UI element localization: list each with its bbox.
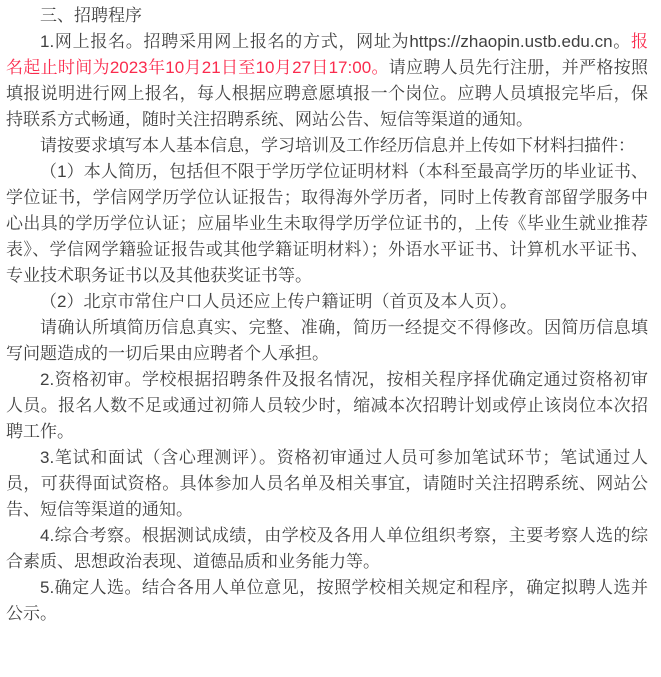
registration-url: https://zhaopin.ustb.edu.cn bbox=[409, 32, 613, 51]
section-title: 三、招聘程序 bbox=[40, 6, 142, 25]
registration-url-period: 。 bbox=[612, 32, 631, 51]
paragraph-resume-confirmation: 请确认所填简历信息真实、完整、准确，简历一经提交不得修改。因简历信息填写问题造成的一切后果由应聘者个人承担。 bbox=[6, 318, 648, 363]
online-registration-rest: 请应聘人员先行注册，并严格按照填报说明进行网上报名，每人根据应聘意愿填报一个岗位。应聘人员填报完毕后，保持联系方式畅通，随时关注招聘系统、网站公告、短信等渠道的通知。 bbox=[6, 58, 649, 129]
paragraph-qualification-review: 2.资格初审。学校根据招聘条件及报名情况，按相关程序择优确定通过资格初审人员。报名人数不足或通过初筛人员较少时，缩减本次招聘计划或停止该岗位本次招聘工作。 bbox=[6, 370, 648, 441]
paragraph-item-1-resume-materials: （1）本人简历，包括但不限于学历学位证明材料（本科至最高学历的毕业证书、学位证书，学信网学历学位认证报告；取得海外学历者，同时上传教育部留学服务中心出具的学历学位认证；应届毕业生未取得学历学位证书的，上传《毕业生就业推荐表》、学信网学籍验证报告或其他学籍证明材料）；外语水平证书、计算机水平证书、专业技术职务证书以及其他获奖证书等。 bbox=[6, 162, 648, 285]
paragraph-upload-materials-intro: 请按要求填写本人基本信息，学习培训及工作经历信息并上传如下材料扫描件： bbox=[40, 136, 635, 155]
paragraph-item-2-hukou-certificate: （2）北京市常住户口人员还应上传户籍证明（首页及本人页）。 bbox=[40, 292, 517, 311]
registration-deadline-highlight: 报名起止时间为2023年10月21日至10月27日17:00。 bbox=[6, 32, 648, 77]
paragraph-final-selection: 5.确定人选。结合各用人单位意见，按照学校相关规定和程序，确定拟聘人选并公示。 bbox=[6, 578, 648, 623]
paragraph-comprehensive-inspection: 4.综合考察。根据测试成绩，由学校及各用人单位组织考察，主要考察人选的综合素质、思想政治表现、道德品质和业务能力等。 bbox=[6, 526, 648, 571]
online-registration-intro: 1.网上报名。招聘采用网上报名的方式，网址为 bbox=[40, 32, 410, 51]
paragraph-written-test-interview: 3.笔试和面试（含心理测评）。资格初审通过人员可参加笔试环节；笔试通过人员，可获得面试资格。具体参加人员名单及相关事宜，请随时关注招聘系统、网站公告、短信等渠道的通知。 bbox=[6, 448, 648, 519]
paragraph-online-registration bbox=[6, 29, 648, 133]
